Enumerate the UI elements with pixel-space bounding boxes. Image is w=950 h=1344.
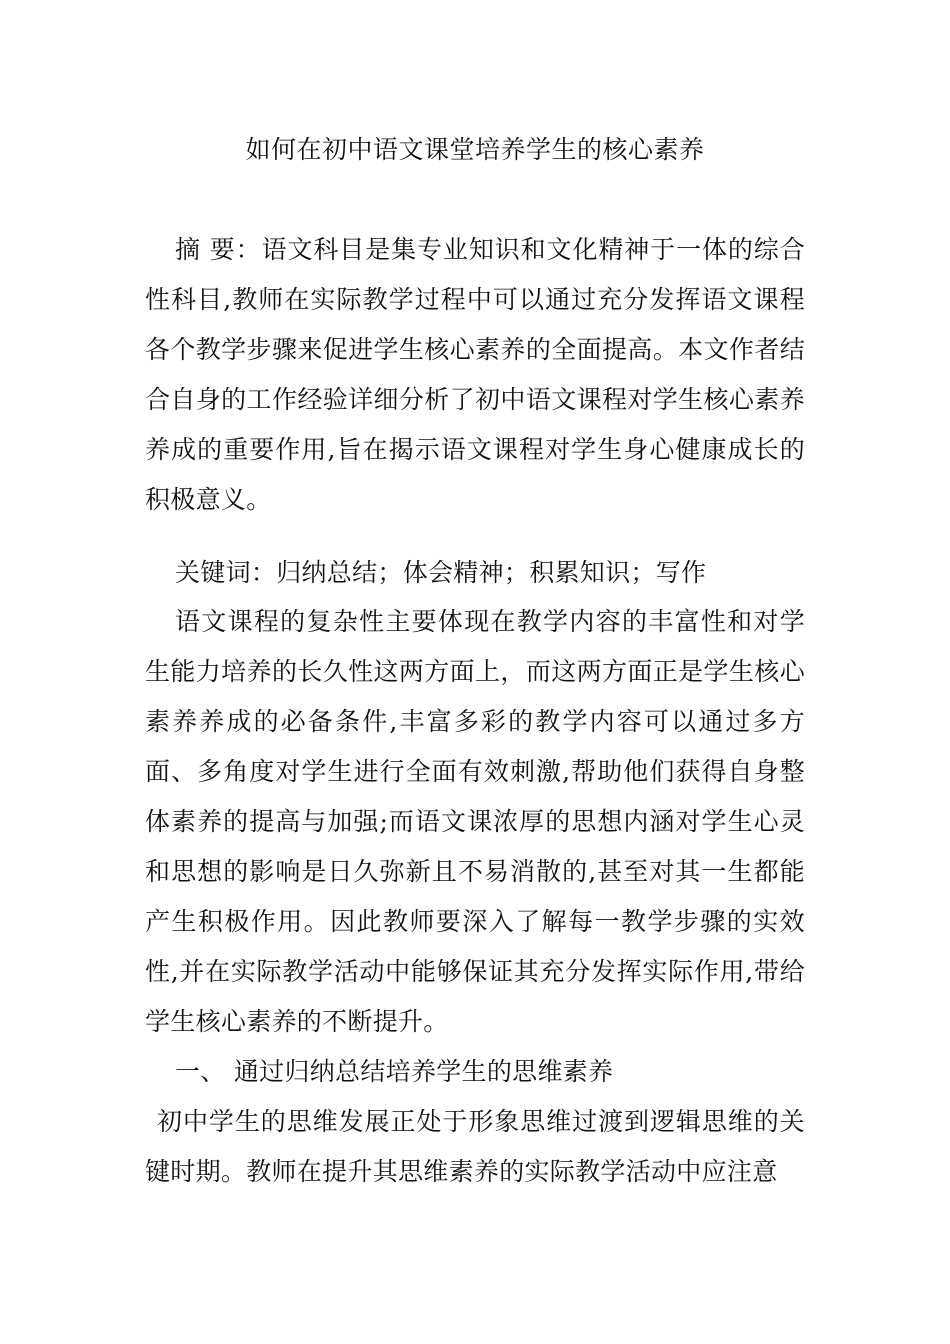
abstract-label: 摘 要： — [175, 235, 262, 264]
keywords-paragraph — [145, 548, 805, 598]
keywords-label: 关键词： — [175, 558, 277, 587]
keywords-text: 归纳总结；体会精神；积累知识；写作 — [276, 558, 707, 587]
section-heading-1: 一、 通过归纳总结培养学生的思维素养 — [175, 1057, 614, 1086]
body-paragraph-2: 初中学生的思维发展正处于形象思维过渡到逻辑思维的关键时期。教师在提升其思维素养的实际教学活动中应注意 — [145, 1107, 805, 1186]
abstract-text: 语文科目是集专业知识和文化精神于一体的综合性科目,教师在实际教学过程中可以通过充分发挥语文课程各个教学步骤来促进学生核心素养的全面提高。本文作者结合自身的工作经验详细分析了初中语文课程对学生核心素养养成的重要作用,旨在揭示语文课程对学生身心健康成长的积极意义。 — [145, 235, 805, 514]
abstract-paragraph — [145, 225, 805, 525]
body-paragraph-1: 语文课程的复杂性主要体现在教学内容的丰富性和对学生能力培养的长久性这两方面上，而这两方面正是学生核心素养养成的必备条件,丰富多彩的教学内容可以通过多方面、多角度对学生进行全面有效刺激,帮助他们获得自身整体素养的提高与加强;而语文课浓厚的思想内涵对学生心灵和思想的影响是日久弥新且不易消散的,甚至对其一生都能产生积极作用。因此教师要深入了解每一教学步骤的实效性,并在实际教学活动中能够保证其充分发挥实际作用,带给学生核心素养的不断提升。 — [145, 607, 805, 1036]
document-title: 如何在初中语文课堂培养学生的核心素养 — [245, 135, 705, 164]
